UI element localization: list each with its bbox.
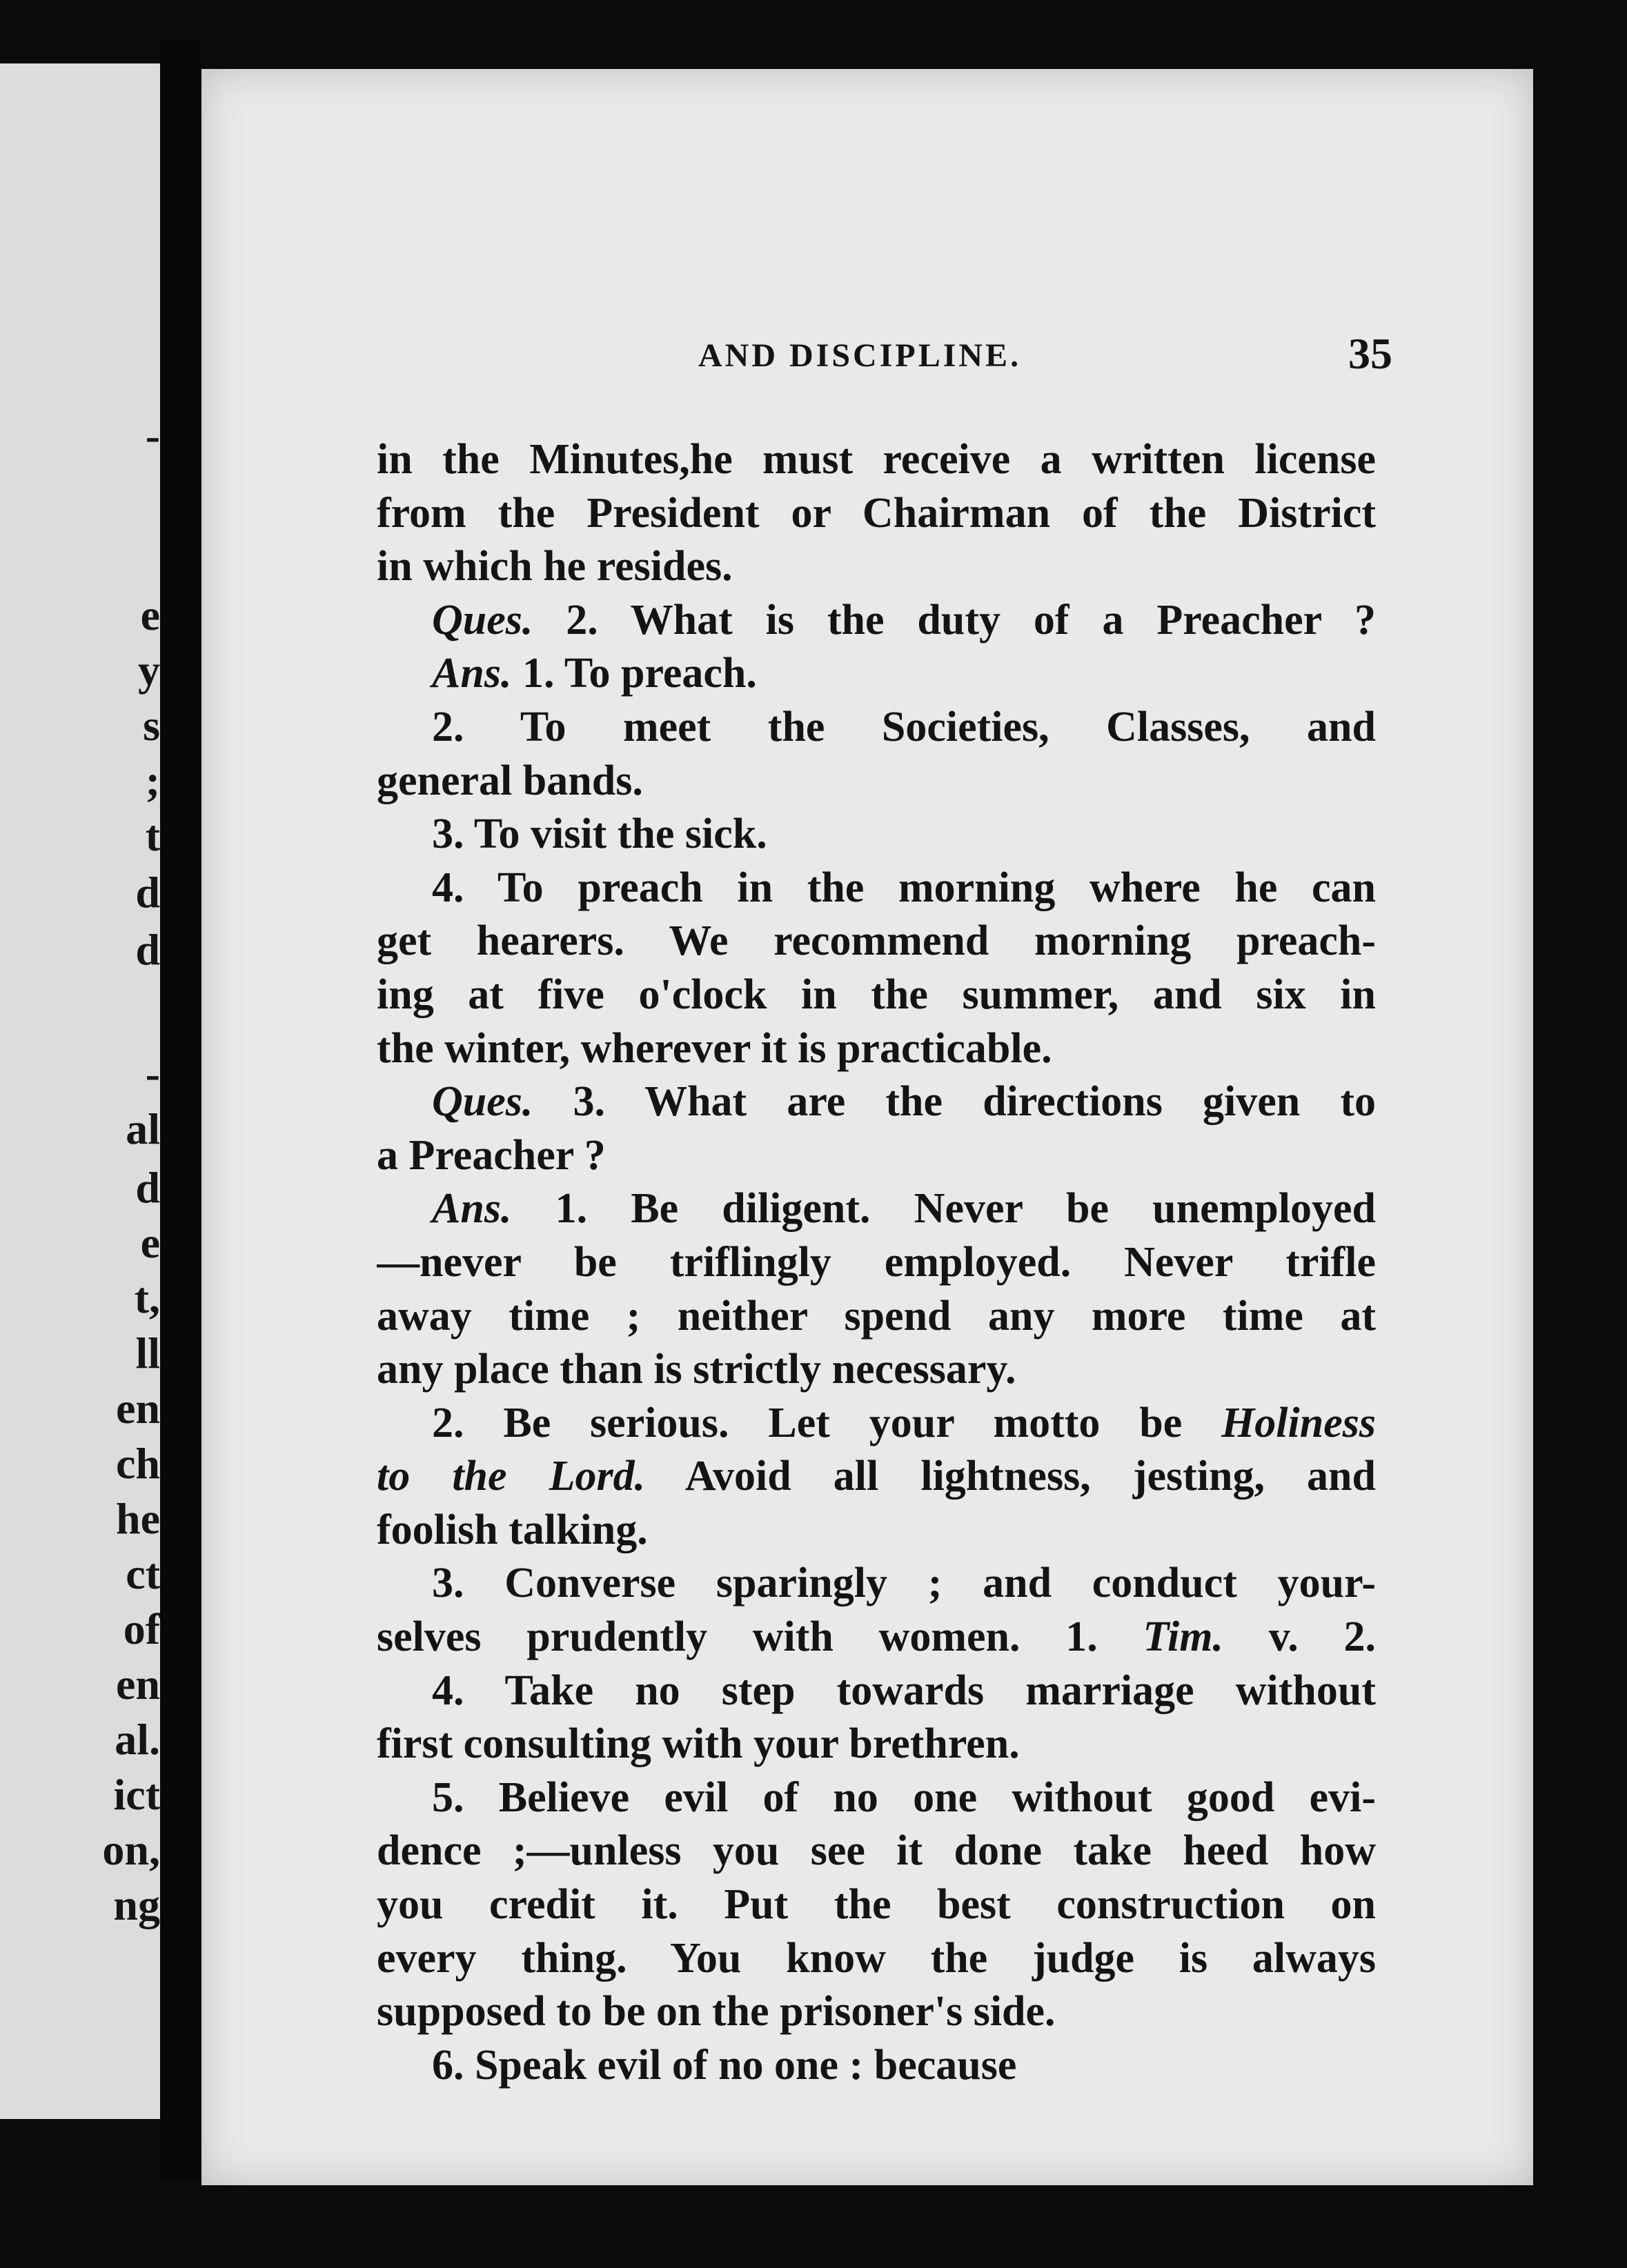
facing-page-fragment: t, [134, 1273, 160, 1322]
text-line [377, 1182, 1376, 1236]
text-line [377, 594, 1376, 648]
qa-label: Ans. [432, 650, 512, 697]
line-text: you credit it. Put the best construction on [377, 1881, 1376, 1929]
qa-label: Ans. [432, 1185, 512, 1233]
line-text: 1. Be diligent. Never be unemployed [511, 1185, 1376, 1233]
line-text: general bands. [377, 757, 643, 804]
italic-phrase: Tim. [1143, 1613, 1223, 1661]
facing-page-fragment: al. [115, 1715, 160, 1764]
text-line [377, 1290, 1376, 1344]
book-gutter [160, 41, 201, 2180]
facing-page-fragment: en [116, 1660, 160, 1709]
text-line [377, 2039, 1376, 2093]
text-line [377, 1504, 1376, 1558]
italic-phrase: to the Lord. [377, 1453, 646, 1500]
page-number: 35 [1348, 329, 1392, 378]
text-line [377, 755, 1376, 808]
line-text: selves prudently with women. 1. [377, 1613, 1143, 1661]
line-text: any place than is strictly necessary. [377, 1346, 1016, 1393]
facing-page-fragment: d [135, 925, 160, 974]
facing-page-fragment: ch [116, 1439, 160, 1488]
line-text: 4. Take no step towards marriage without [432, 1667, 1376, 1714]
text-line [377, 540, 1376, 594]
facing-page-fragment: d [135, 868, 160, 917]
body-text [377, 433, 1376, 2092]
text-line [377, 862, 1376, 915]
text-line [377, 808, 1376, 862]
text-line [377, 1611, 1376, 1664]
line-text: Avoid all lightness, jesting, and [645, 1453, 1376, 1500]
facing-page-fragment: en [116, 1384, 160, 1433]
facing-page-fragment: - [145, 1049, 160, 1098]
facing-page-fragment: on, [102, 1825, 160, 1874]
text-line [377, 1771, 1376, 1825]
line-text: first consulting with your brethren. [377, 1720, 1020, 1768]
text-line [377, 1236, 1376, 1290]
line-text: 3. Converse sparingly ; and conduct your- [432, 1560, 1376, 1607]
line-text: in which he resides. [377, 543, 733, 590]
text-line [377, 1075, 1376, 1129]
facing-page-fragment: ; [145, 756, 160, 805]
text-line [377, 1397, 1376, 1451]
line-text: 6. Speak evil of no one : because [432, 2041, 1017, 2089]
qa-label: Ques. [432, 1078, 533, 1126]
italic-phrase: Holiness [1221, 1399, 1376, 1446]
line-text: 4. To preach in the morning where he can [432, 864, 1376, 911]
text-line [377, 1129, 1376, 1183]
line-text: 1. To preach. [511, 650, 757, 697]
text-line [377, 915, 1376, 968]
text-line [377, 433, 1376, 487]
facing-page-fragment: of [123, 1604, 160, 1653]
line-tail: v. 2. [1223, 1613, 1376, 1661]
line-text: foolish talking. [377, 1506, 648, 1553]
line-text: 2. To meet the Societies, Classes, and [432, 703, 1376, 750]
facing-page-fragment: s [143, 701, 160, 750]
text-line [377, 1557, 1376, 1611]
facing-page-fragment: y [138, 646, 160, 695]
line-text: 2. What is the duty of a Preacher ? [533, 596, 1376, 644]
facing-page-fragment: e [140, 1218, 160, 1267]
line-text: 2. Be serious. Let your motto be [432, 1399, 1222, 1446]
facing-page-fragment: ct [126, 1549, 160, 1598]
line-text: a Preacher ? [377, 1131, 606, 1179]
book-page [201, 69, 1533, 2185]
line-text: 5. Believe evil of no one without good evi- [432, 1773, 1376, 1821]
text-line [377, 1450, 1376, 1504]
text-line [377, 1718, 1376, 1771]
facing-page-fragment: e [140, 590, 160, 639]
facing-page-fragment: ng [113, 1880, 160, 1929]
line-text: —never be triflingly employed. Never trifle [377, 1238, 1376, 1286]
facing-page-fragment: al [126, 1104, 160, 1153]
running-title: AND DISCIPLINE. [698, 337, 1022, 374]
text-line [377, 1664, 1376, 1718]
line-text: in the Minutes,he must receive a written license [377, 436, 1376, 483]
facing-page-fragment: - [145, 411, 160, 460]
line-text: ing at five o'clock in the summer, and six in [377, 971, 1376, 1018]
running-header [201, 329, 1537, 385]
line-text: the winter, wherever it is practicable. [377, 1024, 1052, 1072]
line-text: dence ;—unless you see it done take heed how [377, 1827, 1376, 1875]
text-line [377, 1878, 1376, 1932]
text-line [377, 647, 1376, 701]
line-text: 3. To visit the sick. [432, 810, 767, 858]
text-line [377, 1932, 1376, 1986]
text-line [377, 1343, 1376, 1397]
line-text: supposed to be on the prisoner's side. [377, 1988, 1056, 2036]
facing-page-edge [0, 63, 164, 2119]
text-line [377, 701, 1376, 755]
text-line [377, 1824, 1376, 1878]
facing-page-fragment: ll [135, 1329, 160, 1377]
line-text: away time ; neither spend any more time at [377, 1292, 1376, 1340]
text-line [377, 968, 1376, 1022]
qa-label: Ques. [432, 596, 533, 644]
line-text: every thing. You know the judge is always [377, 1934, 1376, 1982]
text-line [377, 487, 1376, 541]
line-text: from the President or Chairman of the District [377, 489, 1376, 537]
text-line [377, 1985, 1376, 2039]
line-text: 3. What are the directions given to [533, 1078, 1376, 1126]
line-text: get hearers. We recommend morning preach- [377, 917, 1376, 965]
text-line [377, 1022, 1376, 1076]
facing-page-fragment: he [116, 1494, 160, 1543]
facing-page-fragment: ict [113, 1770, 160, 1819]
facing-page-fragment: t [145, 811, 160, 860]
facing-page-fragment: d [135, 1163, 160, 1212]
